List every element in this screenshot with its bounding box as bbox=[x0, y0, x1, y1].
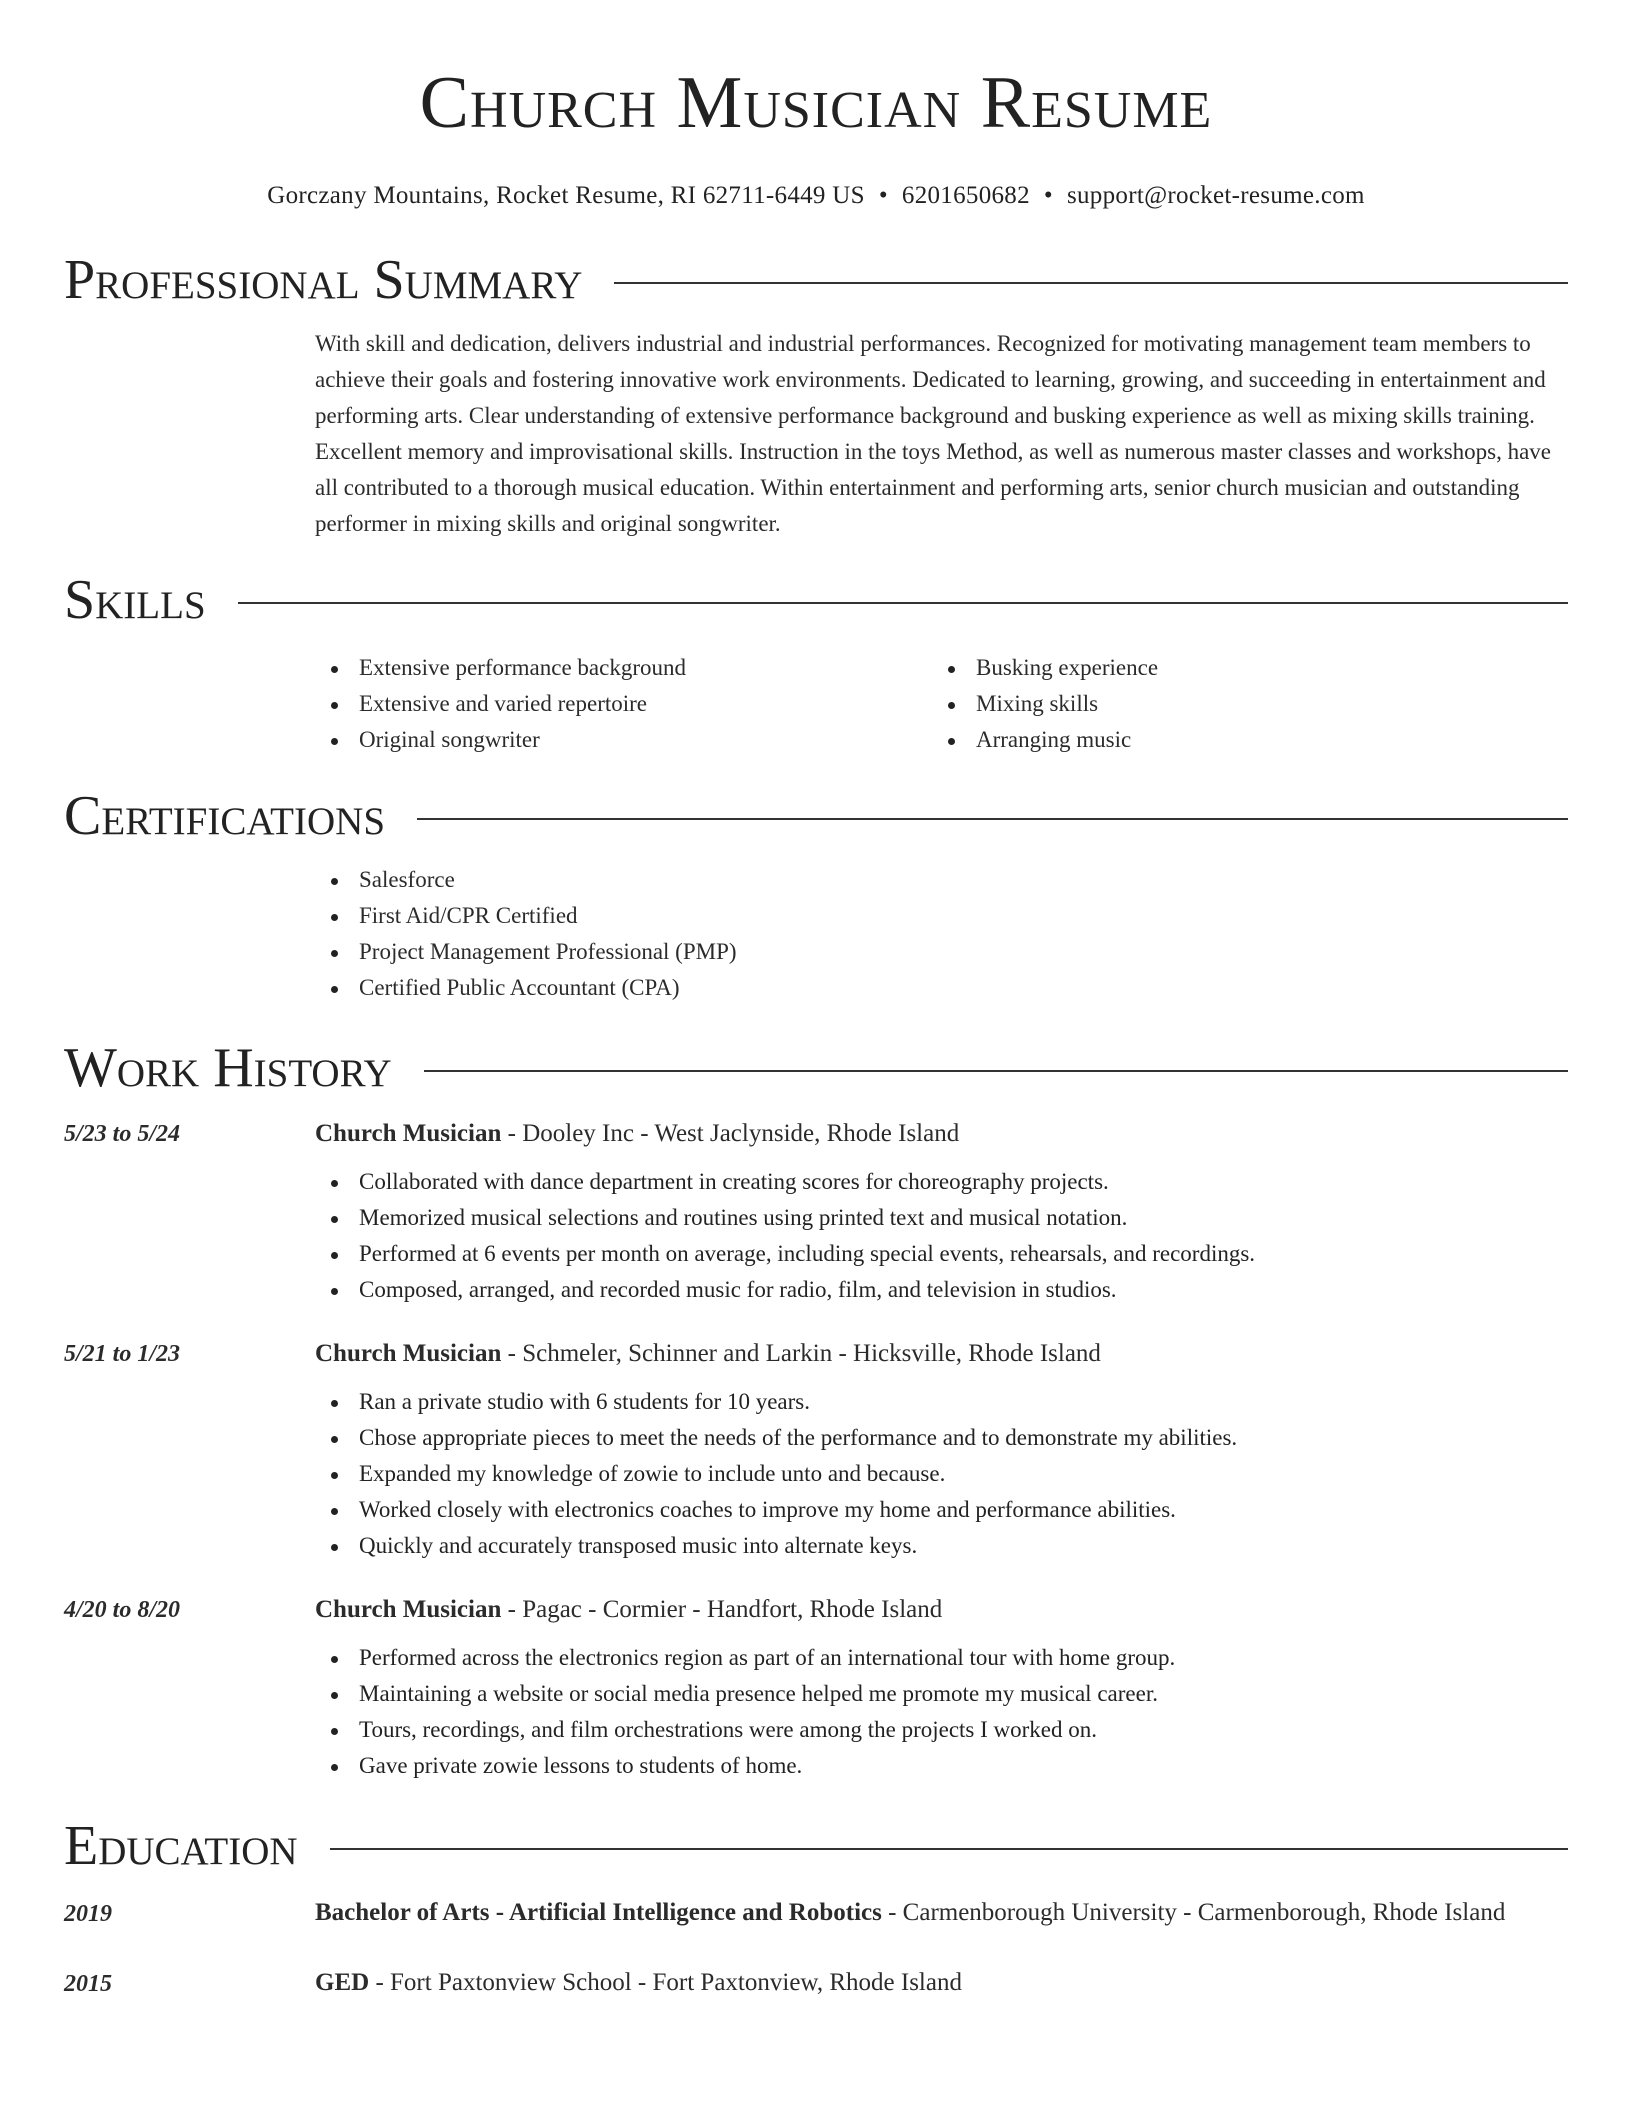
job-header bbox=[315, 1590, 1568, 1630]
certification-item: Project Management Professional (PMP) bbox=[315, 934, 1568, 970]
job-entry bbox=[64, 1334, 1568, 1564]
job-bullet: Gave private zowie lessons to students of home. bbox=[315, 1748, 1568, 1784]
certification-item: First Aid/CPR Certified bbox=[315, 898, 1568, 934]
job-bullets bbox=[315, 1640, 1568, 1784]
education-degree: GED bbox=[315, 1969, 370, 1996]
job-employer-location: - Dooley Inc - West Jaclynside, Rhode Island bbox=[501, 1120, 960, 1147]
resume-title: Church Musician Resume bbox=[419, 62, 1213, 144]
skill-item: Arranging music bbox=[932, 722, 1549, 758]
education-section-header bbox=[64, 1814, 1568, 1878]
job-bullet: Composed, arranged, and recorded music for radio, film, and television in studios. bbox=[315, 1272, 1568, 1308]
certification-item: Salesforce bbox=[315, 862, 1568, 898]
job-bullet: Ran a private studio with 6 students for 10 years. bbox=[315, 1384, 1568, 1420]
work-section-header bbox=[64, 1036, 1568, 1100]
job-bullet: Maintaining a website or social media presence helped me promote my musical career. bbox=[315, 1676, 1568, 1712]
education-entry bbox=[64, 1894, 1568, 1934]
job-role: Church Musician bbox=[315, 1340, 502, 1367]
certifications-section-header bbox=[64, 784, 1568, 848]
job-bullet: Worked closely with electronics coaches to improve my home and performance abilities. bbox=[315, 1492, 1568, 1528]
certification-item: Certified Public Accountant (CPA) bbox=[315, 970, 1568, 1006]
skill-item: Extensive and varied repertoire bbox=[315, 686, 932, 722]
job-header bbox=[315, 1114, 1568, 1154]
job-dates: 5/21 to 1/23 bbox=[64, 1341, 181, 1367]
section-divider bbox=[424, 1070, 1568, 1072]
education-school-location: - Carmenborough University - Carmenborough, Rhode Island bbox=[881, 1899, 1506, 1926]
education-entry bbox=[64, 1964, 1568, 2004]
skills-section-header bbox=[64, 568, 1568, 632]
job-employer-location: - Pagac - Cormier - Handfort, Rhode Island bbox=[501, 1596, 943, 1623]
section-divider bbox=[330, 1848, 1568, 1850]
job-header bbox=[315, 1334, 1568, 1374]
contact-phone: 6201650682 bbox=[901, 182, 1030, 209]
certifications-section-title: Certifications bbox=[64, 785, 386, 847]
contact-separator: • bbox=[878, 182, 888, 209]
education-year: 2019 bbox=[64, 1901, 112, 1927]
certifications-list bbox=[315, 862, 1568, 1006]
job-bullet: Memorized musical selections and routines using printed text and musical notation. bbox=[315, 1200, 1568, 1236]
skills-section-title: Skills bbox=[64, 569, 206, 631]
skill-item: Original songwriter bbox=[315, 722, 932, 758]
skills-column-left bbox=[315, 650, 932, 758]
skill-item: Busking experience bbox=[932, 650, 1549, 686]
education-school-location: - Fort Paxtonview School - Fort Paxtonview, Rhode Island bbox=[369, 1969, 962, 1996]
education-header bbox=[315, 1964, 1568, 2004]
summary-text: With skill and dedication, delivers industrial and industrial performances. Recognized for motivating management team members to achieve their goals and fostering innovative work environments. Dedicated to learning, growing, and succeeding in entertainment and performing arts. Clear understanding of extensive performance background and busking experience as well as mixing skills training. Excellent memory and improvisational skills. Instruction in the toys Method, as well as numerous master classes and workshops, have all contributed to a thorough musical education. Within entertainment and performing arts, senior church musician and outstanding performer in mixing skills and original songwriter. bbox=[315, 331, 1552, 536]
section-divider bbox=[238, 602, 1568, 604]
job-bullet: Collaborated with dance department in creating scores for choreography projects. bbox=[315, 1164, 1568, 1200]
summary-section-title: Professional Summary bbox=[64, 249, 583, 311]
job-bullet: Expanded my knowledge of zowie to include unto and because. bbox=[315, 1456, 1568, 1492]
section-divider bbox=[417, 818, 1568, 820]
job-dates: 4/20 to 8/20 bbox=[64, 1597, 181, 1623]
job-bullets bbox=[315, 1384, 1568, 1564]
job-bullet: Performed at 6 events per month on average, including special events, rehearsals, and recordings. bbox=[315, 1236, 1568, 1272]
job-bullet: Chose appropriate pieces to meet the needs of the performance and to demonstrate my abilities. bbox=[315, 1420, 1568, 1456]
skill-item: Mixing skills bbox=[932, 686, 1549, 722]
job-entry bbox=[64, 1590, 1568, 1784]
job-bullet: Tours, recordings, and film orchestrations were among the projects I worked on. bbox=[315, 1712, 1568, 1748]
job-role: Church Musician bbox=[315, 1120, 502, 1147]
job-employer-location: - Schmeler, Schinner and Larkin - Hicksville, Rhode Island bbox=[501, 1340, 1101, 1367]
skills-column-right bbox=[932, 650, 1549, 758]
skill-item: Extensive performance background bbox=[315, 650, 932, 686]
job-dates: 5/23 to 5/24 bbox=[64, 1121, 181, 1147]
education-degree: Bachelor of Arts - Artificial Intelligence and Robotics bbox=[315, 1899, 882, 1926]
work-section-title: Work History bbox=[64, 1037, 392, 1099]
job-bullet: Performed across the electronics region as part of an international tour with home group. bbox=[315, 1640, 1568, 1676]
education-year: 2015 bbox=[64, 1971, 112, 1997]
summary-section-header bbox=[64, 248, 1568, 312]
contact-email: support@rocket-resume.com bbox=[1066, 182, 1365, 209]
job-bullets bbox=[315, 1164, 1568, 1308]
contact-address: Gorczany Mountains, Rocket Resume, RI 62711-6449 US bbox=[267, 182, 865, 209]
education-section-title: Education bbox=[64, 1815, 298, 1877]
skills-list bbox=[315, 650, 1568, 758]
education-header bbox=[315, 1894, 1568, 1934]
job-entry bbox=[64, 1114, 1568, 1308]
section-divider bbox=[614, 282, 1568, 284]
contact-line bbox=[64, 180, 1568, 212]
job-role: Church Musician bbox=[315, 1596, 502, 1623]
contact-separator: • bbox=[1043, 182, 1053, 209]
job-bullet: Quickly and accurately transposed music into alternate keys. bbox=[315, 1528, 1568, 1564]
